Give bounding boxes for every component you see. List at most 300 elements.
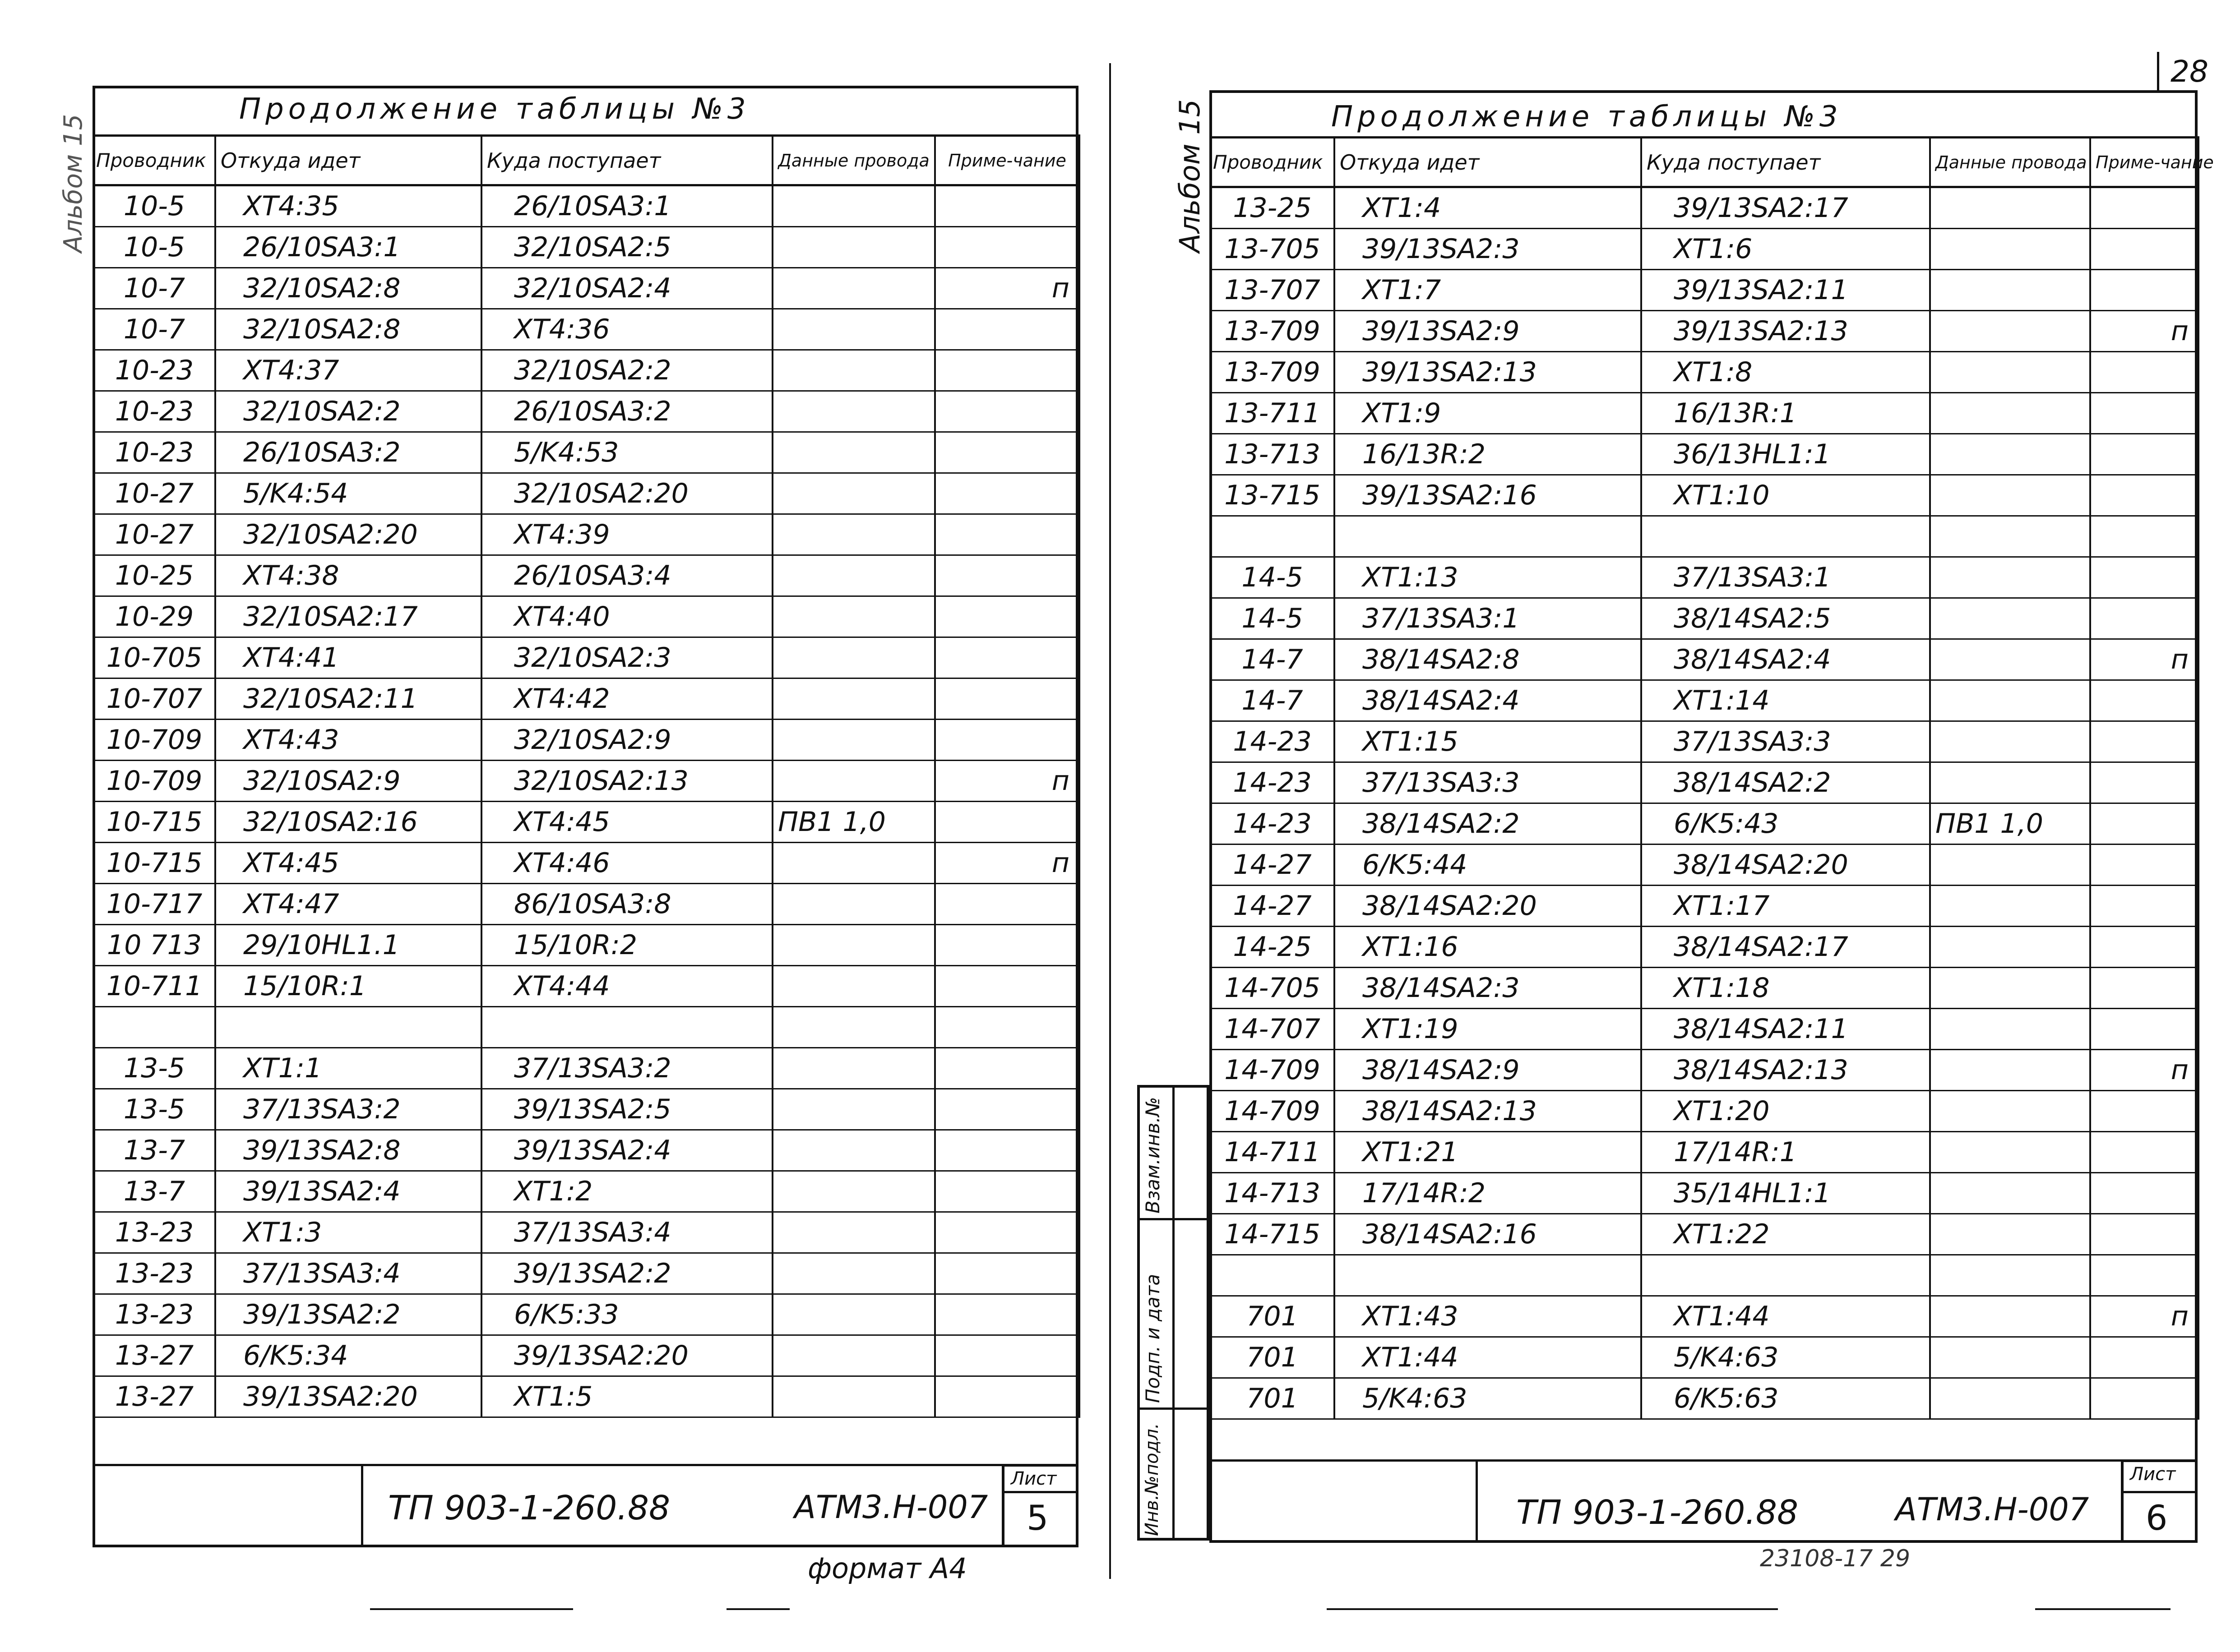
right-page-number-line [2157, 52, 2159, 92]
to-cell: 32/10SA2:9 [481, 720, 773, 761]
table-row [1210, 762, 2198, 803]
from-cell: 37/13SA3:2 [215, 1089, 481, 1130]
note-cell: п [2090, 311, 2198, 352]
table-row [93, 720, 1079, 761]
note-cell: п [935, 268, 1079, 309]
from-cell: XT1:7 [1334, 270, 1641, 311]
table-row [1210, 270, 2198, 311]
note-cell [2090, 844, 2198, 886]
wire-data-cell [1930, 762, 2090, 803]
from-cell: 37/13SA3:4 [215, 1253, 481, 1294]
from-cell: 38/14SA2:3 [1334, 968, 1641, 1009]
wire-data-cell [1930, 393, 2090, 434]
conductor-cell: 14-5 [1210, 598, 1334, 639]
header-note: Приме-чание [935, 136, 1079, 185]
wire-data-cell: ПВ1 1,0 [1930, 803, 2090, 844]
note-cell [2090, 762, 2198, 803]
table-row [1210, 393, 2198, 434]
from-cell: 26/10SA3:2 [215, 432, 481, 473]
from-cell: 32/10SA2:2 [215, 391, 481, 432]
to-cell: 32/10SA2:2 [481, 350, 773, 391]
table-row [93, 678, 1079, 720]
table-row [93, 884, 1079, 925]
wire-data-cell [1930, 352, 2090, 393]
left-format-label: формат А4 [808, 1552, 967, 1585]
to-cell: XT4:44 [481, 966, 773, 1007]
left-sheet-label: Лист [1011, 1468, 1057, 1489]
note-cell [935, 802, 1079, 843]
from-cell: 32/10SA2:17 [215, 596, 481, 637]
table-row [1210, 1132, 2198, 1173]
note-cell [2090, 393, 2198, 434]
from-cell: XT1:43 [1334, 1296, 1641, 1337]
to-cell: XT1:5 [481, 1376, 773, 1417]
table-row [93, 309, 1079, 350]
table-row [1210, 1173, 2198, 1214]
side-label-signature: Подп. и дата [1142, 1274, 1164, 1403]
header-wire-data: Данные провода [1930, 138, 2090, 187]
conductor-cell: 14-709 [1210, 1050, 1334, 1091]
note-cell [2090, 434, 2198, 475]
from-cell: 39/13SA2:8 [215, 1130, 481, 1171]
note-cell [2090, 187, 2198, 229]
to-cell: 17/14R:1 [1641, 1132, 1930, 1173]
from-cell: 5/K4:54 [215, 473, 481, 514]
to-cell: 39/13SA2:17 [1641, 187, 1930, 229]
left-bottom-rule-2 [727, 1608, 790, 1610]
wire-data-cell [1930, 886, 2090, 927]
table-row [93, 514, 1079, 555]
to-cell: XT1:18 [1641, 968, 1930, 1009]
conductor-cell: 14-713 [1210, 1173, 1334, 1214]
to-cell: 32/10SA2:13 [481, 761, 773, 802]
left-sheet [0, 0, 1097, 1652]
to-cell: XT4:36 [481, 309, 773, 350]
header-wire-data: Данные провода [773, 136, 935, 185]
to-cell [481, 1007, 773, 1048]
conductor-cell: 14-23 [1210, 721, 1334, 762]
right-album-label: Альбом 15 [1173, 99, 1206, 253]
note-cell [935, 884, 1079, 925]
from-cell: XT4:35 [215, 185, 481, 227]
from-cell: XT1:19 [1334, 1009, 1641, 1050]
to-cell: XT1:44 [1641, 1296, 1930, 1337]
right-bottom-rule [1327, 1608, 1778, 1610]
wire-data-cell [1930, 1255, 2090, 1296]
conductor-cell: 701 [1210, 1296, 1334, 1337]
left-stamp-divider [361, 1464, 363, 1547]
right-sheet [1119, 0, 2240, 1652]
table-row [93, 432, 1079, 473]
note-cell [935, 555, 1079, 596]
to-cell: 37/13SA3:2 [481, 1048, 773, 1089]
table-row [93, 350, 1079, 391]
wire-data-cell [1930, 475, 2090, 516]
to-cell: 26/10SA3:1 [481, 185, 773, 227]
to-cell: XT1:20 [1641, 1091, 1930, 1132]
to-cell: 26/10SA3:4 [481, 555, 773, 596]
to-cell: 39/13SA2:5 [481, 1089, 773, 1130]
wire-data-cell [773, 1294, 935, 1335]
from-cell: 32/10SA2:8 [215, 268, 481, 309]
to-cell: XT1:22 [1641, 1214, 1930, 1255]
wire-data-cell [773, 350, 935, 391]
wire-data-cell [773, 596, 935, 637]
to-cell: XT4:39 [481, 514, 773, 555]
wire-data-cell [773, 1089, 935, 1130]
to-cell: 6/K5:43 [1641, 803, 1930, 844]
note-cell [2090, 1378, 2198, 1419]
conductor-cell: 13-25 [1210, 187, 1334, 229]
right-side-stamp-line-2 [1137, 1407, 1209, 1410]
to-cell: 39/13SA2:11 [1641, 270, 1930, 311]
conductor-cell: 701 [1210, 1337, 1334, 1378]
note-cell [935, 925, 1079, 966]
note-cell [2090, 1009, 2198, 1050]
wire-data-cell [773, 1253, 935, 1294]
conductor-cell: 13-707 [1210, 270, 1334, 311]
table-row [93, 473, 1079, 514]
from-cell: 6/K5:44 [1334, 844, 1641, 886]
to-cell: 39/13SA2:13 [1641, 311, 1930, 352]
table-row [93, 637, 1079, 678]
to-cell: 26/10SA3:2 [481, 391, 773, 432]
conductor-cell: 14-705 [1210, 968, 1334, 1009]
table-row [1210, 516, 2198, 557]
conductor-cell: 14-25 [1210, 927, 1334, 968]
conductor-cell: 10-5 [93, 185, 215, 227]
note-cell [935, 1335, 1079, 1376]
conductor-cell: 13-713 [1210, 434, 1334, 475]
wire-data-cell [773, 884, 935, 925]
wire-data-cell [1930, 311, 2090, 352]
from-cell: 38/14SA2:13 [1334, 1091, 1641, 1132]
conductor-cell: 10-709 [93, 720, 215, 761]
table-row [93, 1335, 1079, 1376]
conductor-cell: 14-715 [1210, 1214, 1334, 1255]
table-row [93, 268, 1079, 309]
from-cell: XT1:3 [215, 1212, 481, 1253]
table-row [1210, 1214, 2198, 1255]
table-row [93, 966, 1079, 1007]
conductor-cell: 10-711 [93, 966, 215, 1007]
note-cell [935, 473, 1079, 514]
from-cell: 15/10R:1 [215, 966, 481, 1007]
to-cell: 6/K5:63 [1641, 1378, 1930, 1419]
note-cell [935, 1007, 1079, 1048]
conductor-cell: 10-709 [93, 761, 215, 802]
conductor-cell: 13-709 [1210, 352, 1334, 393]
to-cell: 37/13SA3:1 [1641, 557, 1930, 598]
table-row [1210, 1337, 2198, 1378]
table-row [1210, 557, 2198, 598]
table-row [1210, 1050, 2198, 1091]
note-cell [935, 350, 1079, 391]
conductor-cell: 10 713 [93, 925, 215, 966]
note-cell [935, 514, 1079, 555]
from-cell: 32/10SA2:16 [215, 802, 481, 843]
table-row [93, 555, 1079, 596]
conductor-cell: 10-707 [93, 678, 215, 720]
note-cell [2090, 1255, 2198, 1296]
from-cell: 38/14SA2:9 [1334, 1050, 1641, 1091]
conductor-cell: 13-5 [93, 1048, 215, 1089]
note-cell [2090, 1337, 2198, 1378]
conductor-cell: 13-711 [1210, 393, 1334, 434]
from-cell: 32/10SA2:9 [215, 761, 481, 802]
wire-data-cell [1930, 639, 2090, 680]
conductor-cell [1210, 516, 1334, 557]
from-cell: 38/14SA2:16 [1334, 1214, 1641, 1255]
note-cell: п [2090, 1296, 2198, 1337]
right-stamp-divider [1476, 1459, 1478, 1543]
wire-data-cell [1930, 844, 2090, 886]
to-cell: 5/K4:53 [481, 432, 773, 473]
note-cell [2090, 886, 2198, 927]
side-label-replacement: Взам.инв.№ [1142, 1097, 1164, 1214]
conductor-cell: 14-23 [1210, 762, 1334, 803]
note-cell [2090, 721, 2198, 762]
conductor-cell [1210, 1255, 1334, 1296]
wire-data-cell [1930, 434, 2090, 475]
from-cell: XT1:15 [1334, 721, 1641, 762]
from-cell: 37/13SA3:3 [1334, 762, 1641, 803]
from-cell: XT1:21 [1334, 1132, 1641, 1173]
wire-data-cell [773, 761, 935, 802]
note-cell [935, 185, 1079, 227]
table-row [1210, 927, 2198, 968]
note-cell [935, 678, 1079, 720]
wire-data-cell [773, 514, 935, 555]
note-cell [935, 596, 1079, 637]
wire-data-cell [773, 1212, 935, 1253]
table-row [1210, 187, 2198, 229]
table-row [93, 925, 1079, 966]
note-cell [935, 391, 1079, 432]
note-cell [2090, 270, 2198, 311]
wire-data-cell [773, 1048, 935, 1089]
wire-data-cell [773, 309, 935, 350]
to-cell: 32/10SA2:3 [481, 637, 773, 678]
from-cell: 39/13SA2:20 [215, 1376, 481, 1417]
from-cell: XT1:4 [1334, 187, 1641, 229]
conductor-cell: 10-715 [93, 843, 215, 884]
wire-data-cell [1930, 1296, 2090, 1337]
right-footer-code: 23108-17 29 [1760, 1545, 1911, 1572]
from-cell: XT1:13 [1334, 557, 1641, 598]
conductor-cell: 10-27 [93, 473, 215, 514]
note-cell: п [935, 761, 1079, 802]
from-cell: XT1:1 [215, 1048, 481, 1089]
conductor-cell: 13-23 [93, 1294, 215, 1335]
right-side-stamp-line-1 [1137, 1218, 1209, 1220]
conductor-cell: 10-23 [93, 350, 215, 391]
to-cell: 32/10SA2:4 [481, 268, 773, 309]
table-row [93, 843, 1079, 884]
from-cell: 38/14SA2:4 [1334, 680, 1641, 721]
wire-data-cell: ПВ1 1,0 [773, 802, 935, 843]
to-cell: 39/13SA2:20 [481, 1335, 773, 1376]
from-cell: XT1:9 [1334, 393, 1641, 434]
table-row [1210, 803, 2198, 844]
wire-data-cell [1930, 968, 2090, 1009]
table-row [93, 1376, 1079, 1417]
to-cell: 36/13HL1:1 [1641, 434, 1930, 475]
conductor-cell: 14-709 [1210, 1091, 1334, 1132]
from-cell: 38/14SA2:20 [1334, 886, 1641, 927]
table-row [1210, 475, 2198, 516]
wire-data-cell [1930, 1378, 2090, 1419]
conductor-cell: 13-7 [93, 1171, 215, 1212]
from-cell: XT4:43 [215, 720, 481, 761]
conductor-cell: 10-25 [93, 555, 215, 596]
wire-data-cell [773, 720, 935, 761]
note-cell [2090, 557, 2198, 598]
conductor-cell: 13-27 [93, 1376, 215, 1417]
table-row [1210, 352, 2198, 393]
note-cell: п [935, 843, 1079, 884]
conductor-cell: 10-7 [93, 309, 215, 350]
to-cell: 38/14SA2:11 [1641, 1009, 1930, 1050]
table-row [1210, 311, 2198, 352]
wire-data-cell [1930, 557, 2090, 598]
to-cell: 38/14SA2:4 [1641, 639, 1930, 680]
from-cell: XT4:45 [215, 843, 481, 884]
note-cell [935, 1212, 1079, 1253]
from-cell [215, 1007, 481, 1048]
conductor-cell: 10-27 [93, 514, 215, 555]
to-cell: 38/14SA2:5 [1641, 598, 1930, 639]
conductor-cell: 13-23 [93, 1253, 215, 1294]
note-cell [935, 432, 1079, 473]
from-cell: 32/10SA2:20 [215, 514, 481, 555]
note-cell [935, 720, 1079, 761]
wire-data-cell [1930, 1214, 2090, 1255]
wire-data-cell [1930, 270, 2090, 311]
side-label-inventory: Инв.№подл. [1142, 1423, 1162, 1536]
header-to: Куда поступает [1641, 138, 1930, 187]
to-cell: XT1:8 [1641, 352, 1930, 393]
from-cell: 39/13SA2:2 [215, 1294, 481, 1335]
wire-data-cell [773, 473, 935, 514]
note-cell [2090, 352, 2198, 393]
right-table-title: Продолжение таблицы №3 [1331, 100, 1842, 134]
from-cell: 29/10HL1.1 [215, 925, 481, 966]
wire-data-cell [773, 1171, 935, 1212]
wire-data-cell [773, 966, 935, 1007]
right-bottom-rule-2 [2035, 1608, 2171, 1610]
table-row [1210, 1378, 2198, 1419]
to-cell: 38/14SA2:17 [1641, 927, 1930, 968]
from-cell: XT4:38 [215, 555, 481, 596]
note-cell [2090, 1091, 2198, 1132]
right-sheet-label: Лист [2130, 1464, 2176, 1485]
wire-data-cell [773, 185, 935, 227]
conductor-cell: 13-715 [1210, 475, 1334, 516]
to-cell: 16/13R:1 [1641, 393, 1930, 434]
to-cell: XT4:42 [481, 678, 773, 720]
conductor-cell: 10-715 [93, 802, 215, 843]
note-cell [2090, 927, 2198, 968]
right-header-row [1210, 138, 2198, 187]
header-from: Откуда идет [1334, 138, 1641, 187]
to-cell: 32/10SA2:20 [481, 473, 773, 514]
table-row [1210, 844, 2198, 886]
conductor-cell: 10-23 [93, 432, 215, 473]
header-conductor: Проводник [1210, 138, 1334, 187]
wire-data-cell [773, 432, 935, 473]
left-margin-text: Альбом 15 [59, 114, 88, 253]
note-cell [935, 966, 1079, 1007]
to-cell: XT1:10 [1641, 475, 1930, 516]
conductor-cell [93, 1007, 215, 1048]
table-row [1210, 229, 2198, 270]
to-cell: XT1:2 [481, 1171, 773, 1212]
table-row [1210, 1296, 2198, 1337]
conductor-cell: 10-717 [93, 884, 215, 925]
to-cell: 15/10R:2 [481, 925, 773, 966]
note-cell [2090, 598, 2198, 639]
table-row [93, 1007, 1079, 1048]
wire-data-cell [1930, 229, 2090, 270]
from-cell: 38/14SA2:8 [1334, 639, 1641, 680]
from-cell: 38/14SA2:2 [1334, 803, 1641, 844]
conductor-cell: 13-705 [1210, 229, 1334, 270]
right-page-number: 28 [2171, 54, 2208, 89]
wire-data-cell [1930, 1173, 2090, 1214]
from-cell: 32/10SA2:8 [215, 309, 481, 350]
table-row [93, 391, 1079, 432]
conductor-cell: 701 [1210, 1378, 1334, 1419]
right-sheet-number: 6 [2146, 1498, 2168, 1538]
conductor-cell: 14-27 [1210, 844, 1334, 886]
note-cell [2090, 680, 2198, 721]
to-cell: XT4:40 [481, 596, 773, 637]
wire-data-cell [773, 268, 935, 309]
from-cell: XT1:44 [1334, 1337, 1641, 1378]
center-fold-line [1109, 63, 1111, 1579]
left-header-row [93, 136, 1079, 185]
table-row [1210, 968, 2198, 1009]
from-cell: 6/K5:34 [215, 1335, 481, 1376]
wire-data-cell [773, 1007, 935, 1048]
to-cell: 35/14HL1:1 [1641, 1173, 1930, 1214]
from-cell: 17/14R:2 [1334, 1173, 1641, 1214]
note-cell [935, 1089, 1079, 1130]
from-cell: 39/13SA2:9 [1334, 311, 1641, 352]
to-cell: 86/10SA3:8 [481, 884, 773, 925]
table-row [93, 596, 1079, 637]
from-cell [1334, 1255, 1641, 1296]
from-cell: XT4:47 [215, 884, 481, 925]
table-row [1210, 598, 2198, 639]
table-row [1210, 1091, 2198, 1132]
note-cell [2090, 1132, 2198, 1173]
header-note: Приме-чание [2090, 138, 2198, 187]
table-row [93, 802, 1079, 843]
table-row [93, 1089, 1079, 1130]
to-cell: 38/14SA2:2 [1641, 762, 1930, 803]
table-row [1210, 1255, 2198, 1296]
wire-data-cell [773, 843, 935, 884]
table-row [93, 227, 1079, 268]
wire-data-cell [773, 1376, 935, 1417]
wire-data-cell [773, 391, 935, 432]
note-cell [935, 1376, 1079, 1417]
note-cell [2090, 803, 2198, 844]
to-cell: XT1:17 [1641, 886, 1930, 927]
right-stamp-top-line [1209, 1459, 2198, 1462]
